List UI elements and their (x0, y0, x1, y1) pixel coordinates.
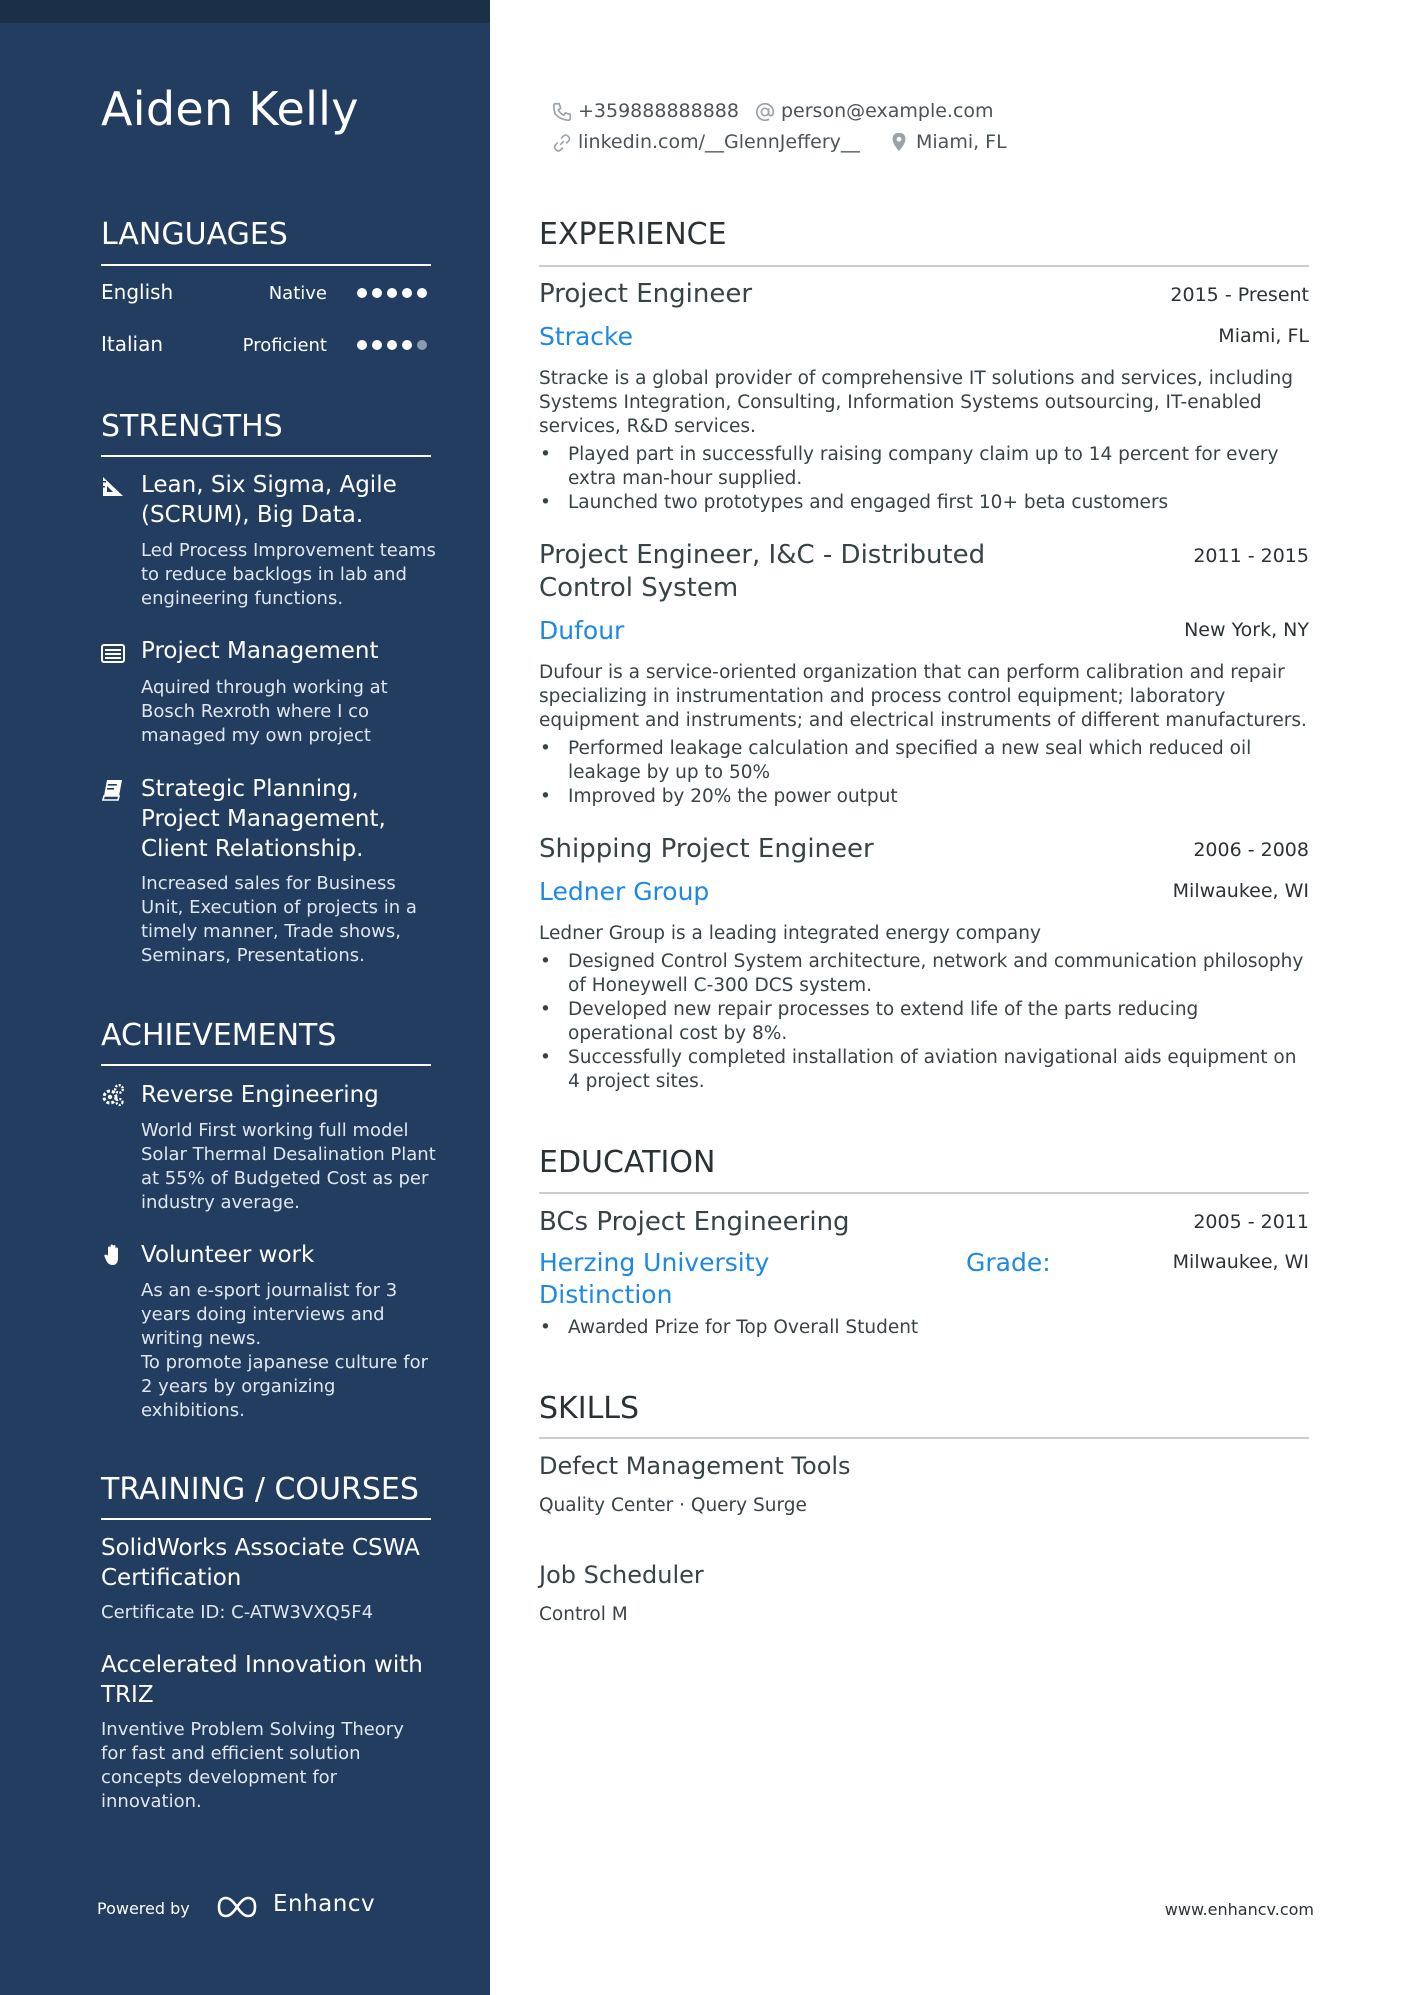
job-period: 2011 - 2015 (1193, 545, 1309, 567)
job-achievements-list (539, 950, 1309, 1094)
job-achievement: • Played part in successfully raising company claim up to 14 percent for every extra man-hour supplied. (539, 443, 1309, 491)
link-icon (551, 132, 573, 154)
location-text: Miami, FL (916, 131, 1007, 153)
company-name: Dufour (539, 616, 625, 645)
gears-icon (101, 1083, 125, 1107)
job-achievements-list (539, 443, 1309, 515)
job-achievement: • Designed Control System architecture, network and communication philosophy of Honeywell C-300 DCS system. (539, 950, 1309, 998)
company-description: Stracke is a global provider of comprehensive IT solutions and services, including Systems Integration, Consulting, Information Systems outsourcing, IT-enabled services, R&D services. (539, 368, 1293, 437)
language-name: English (101, 280, 174, 304)
strength-description: Increased sales for Business Unit, Execution of projects in a timely manner, Trade shows, Seminars, Presentations. (141, 873, 417, 966)
experience-heading: EXPERIENCE (539, 217, 727, 252)
strength-title: Lean, Six Sigma, Agile (SCRUM), Big Data. (141, 472, 397, 528)
job-location: New York, NY (1184, 619, 1309, 641)
proficiency-dot (372, 340, 382, 350)
location-pin-icon (888, 131, 910, 153)
job-achievement: • Performed leakage calculation and specified a new seal which reduced oil leakage by up to 50% (539, 737, 1309, 785)
skills-divider (539, 1437, 1309, 1439)
achievements-divider (101, 1064, 431, 1066)
job-achievement: • Launched two prototypes and engaged first 10+ beta customers (539, 491, 1309, 515)
education-divider (539, 1192, 1309, 1194)
course-description: Certificate ID: C-ATW3VXQ5F4 (101, 1602, 374, 1623)
proficiency-dot (357, 340, 367, 350)
proficiency-dot (402, 340, 412, 350)
phone-number: +359888888888 (578, 100, 739, 122)
degree-title: BCs Project Engineering (539, 1207, 850, 1237)
languages-heading: LANGUAGES (101, 217, 288, 252)
strength-description: Aquired through working at Bosch Rexroth where I co managed my own project (141, 677, 388, 746)
enhancv-logo-icon (216, 1894, 258, 1920)
job-title: Project Engineer, I&C - Distributed Control System (539, 540, 986, 603)
course-title: Accelerated Innovation with TRIZ (101, 1652, 423, 1708)
course-description: Inventive Problem Solving Theory for fast and efficient solution concepts development for innovation. (101, 1719, 404, 1812)
job-title: Project Engineer (539, 279, 753, 309)
proficiency-dot (387, 340, 397, 350)
language-row-english (101, 280, 431, 310)
achievements-heading: ACHIEVEMENTS (101, 1018, 337, 1053)
company-name: Stracke (539, 322, 633, 351)
job-period: 2015 - Present (1170, 284, 1309, 306)
skill-group-title: Job Scheduler (539, 1561, 704, 1589)
job-achievement: • Developed new repair processes to extend life of the parts reducing operational cost by 8%. (539, 998, 1309, 1046)
job-achievement: • Improved by 20% the power output (539, 785, 1309, 809)
email-address: person@example.com (781, 100, 994, 122)
linkedin-url: linkedin.com/__GlennJeffery__ (578, 131, 860, 153)
strengths-heading: STRENGTHS (101, 409, 283, 444)
powered-by-label: Powered by (97, 1899, 190, 1918)
company-description: Ledner Group is a leading integrated energy company (539, 923, 1041, 944)
languages-divider (101, 264, 431, 266)
enhancv-brand-name: Enhancv (273, 1891, 376, 1917)
hand-icon (101, 1243, 125, 1267)
course-title: SolidWorks Associate CSWA Certification (101, 1535, 420, 1591)
language-name: Italian (101, 332, 164, 356)
experience-divider (539, 265, 1309, 267)
school-name: Herzing University (539, 1248, 770, 1277)
training-heading: TRAINING / COURSES (101, 1472, 419, 1507)
achievement-description: World First working full model Solar Thermal Desalination Plant at 55% of Budgeted Cost as per industry average. (141, 1120, 436, 1213)
proficiency-dot (387, 288, 397, 298)
strength-title: Project Management (141, 638, 379, 664)
book-icon (101, 778, 125, 802)
skill-group-items: Quality Center · Query Surge (539, 1495, 807, 1516)
job-period: 2006 - 2008 (1193, 839, 1309, 861)
language-level: Proficient (242, 335, 327, 356)
company-name: Ledner Group (539, 877, 710, 906)
achievement-description: As an e-sport journalist for 3 years doing interviews and writing news. To promote japanese culture for 2 years by organizing exhibitions. (141, 1280, 428, 1421)
language-proficiency-dots (357, 340, 429, 352)
achievement-title: Reverse Engineering (141, 1082, 379, 1108)
language-proficiency-dots (357, 288, 429, 300)
proficiency-dot (357, 288, 367, 298)
sidebar-top-band (0, 0, 490, 23)
list-card-icon (101, 641, 125, 665)
job-location: Miami, FL (1218, 325, 1309, 347)
at-icon (754, 101, 776, 123)
skill-group-title: Defect Management Tools (539, 1452, 851, 1480)
language-row-italian (101, 332, 431, 362)
grade-label: Grade: (966, 1248, 1051, 1277)
education-location: Milwaukee, WI (1172, 1251, 1309, 1273)
skill-group-items: Control M (539, 1604, 628, 1625)
job-achievement: • Successfully completed installation of aviation navigational aids equipment on 4 project sites. (539, 1046, 1309, 1094)
strengths-divider (101, 455, 431, 457)
candidate-name: Aiden Kelly (101, 82, 359, 136)
ruler-triangle-icon (101, 474, 125, 498)
website-url[interactable]: www.enhancv.com (1164, 1900, 1314, 1919)
training-divider (101, 1518, 431, 1520)
proficiency-dot (417, 288, 427, 298)
language-level: Native (268, 283, 327, 304)
company-description: Dufour is a service-oriented organization that can perform calibration and repair specializing in instrumentation and process control equipment; laboratory equipment and instruments; and electrical instruments of different manufacturers. (539, 662, 1307, 731)
education-achievements-list (539, 1316, 1309, 1340)
strength-title: Strategic Planning, Project Management, Client Relationship. (141, 776, 386, 862)
grade-value: Distinction (539, 1280, 673, 1309)
job-location: Milwaukee, WI (1172, 880, 1309, 902)
sidebar (0, 0, 490, 1995)
proficiency-dot-empty (417, 340, 427, 350)
strength-description: Led Process Improvement teams to reduce backlogs in lab and engineering functions. (141, 540, 436, 609)
skills-heading: SKILLS (539, 1391, 640, 1426)
education-heading: EDUCATION (539, 1145, 716, 1180)
job-achievements-list (539, 737, 1309, 809)
education-achievement: • Awarded Prize for Top Overall Student (539, 1316, 1309, 1340)
education-period: 2005 - 2011 (1193, 1211, 1309, 1233)
phone-icon (551, 101, 573, 123)
proficiency-dot (372, 288, 382, 298)
proficiency-dot (402, 288, 412, 298)
achievement-title: Volunteer work (141, 1242, 315, 1268)
job-title: Shipping Project Engineer (539, 834, 874, 864)
